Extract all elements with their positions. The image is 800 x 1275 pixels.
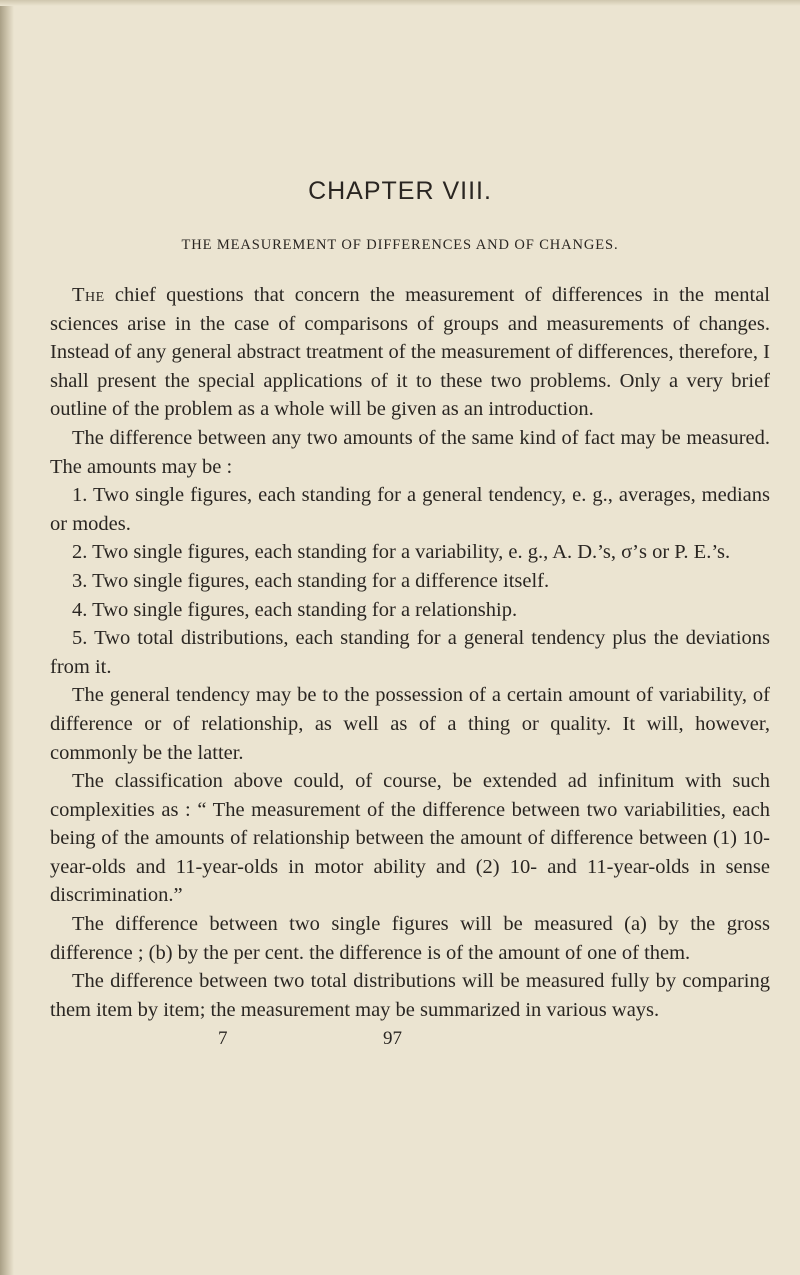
page-footer — [0, 1026, 800, 1052]
list-item-5: 5. Two total distributions, each standing for a general tendency plus the deviations from it. — [50, 627, 770, 678]
paragraph-3: The general tendency may be to the possession of a certain amount of variability, of difference or of relationship, as well as of a thing or quality. It will, however, commonly be the latter. — [50, 684, 770, 764]
list-item-2: 2. Two single figures, each standing for a variability, e. g., A. D.’s, σ’s or P. E.’s. — [72, 541, 731, 564]
page-top-shadow — [0, 0, 800, 6]
body-text — [50, 281, 770, 1024]
paragraph-4: The classification above could, of course, be extended ad infinitum with such complexities as : “ The measurement of the difference between two variabilities, each being of the amounts of relationship between the amount of difference between (1) 10-year-olds and 11-year-olds in motor ability and (2) 10- and 11-year-olds in sense discrimination.” — [50, 770, 770, 907]
paragraph-1-text: chief questions that concern the measurement of differences in the mental sciences arise in the case of comparisons of groups and measurements of changes. Instead of any general abstract treatment of the measurement of differences, therefore, I shall present the special applications of it to these two problems. Only a very brief outline of the problem as a whole will be given as an introduction. — [50, 284, 770, 421]
paragraph-1 — [50, 281, 770, 424]
paragraph-6: The difference between two total distributions will be measured fully by comparing them item by item; the measurement may be summarized in various ways. — [50, 970, 770, 1021]
signature-mark: 7 — [218, 1028, 228, 1049]
paragraph-5: The difference between two single figures will be measured (a) by the gross difference ; (b) by the per cent. the difference is of the amount of one of them. — [50, 913, 770, 964]
chapter-title: CHAPTER VIII. — [308, 177, 492, 205]
list-item-4: 4. Two single figures, each standing for a relationship. — [72, 598, 518, 621]
page-number: 97 — [383, 1028, 402, 1049]
list-item-1: 1. Two single figures, each standing for a general tendency, e. g., averages, medians or modes. — [50, 484, 770, 535]
list-item-3: 3. Two single figures, each standing for a difference itself. — [72, 569, 550, 592]
section-title: THE MEASUREMENT OF DIFFERENCES AND OF CHANGES. — [181, 237, 619, 253]
paragraph-2: The difference between any two amounts of the same kind of fact may be measured. The amounts may be : — [50, 426, 770, 478]
opening-word: The — [72, 284, 105, 306]
